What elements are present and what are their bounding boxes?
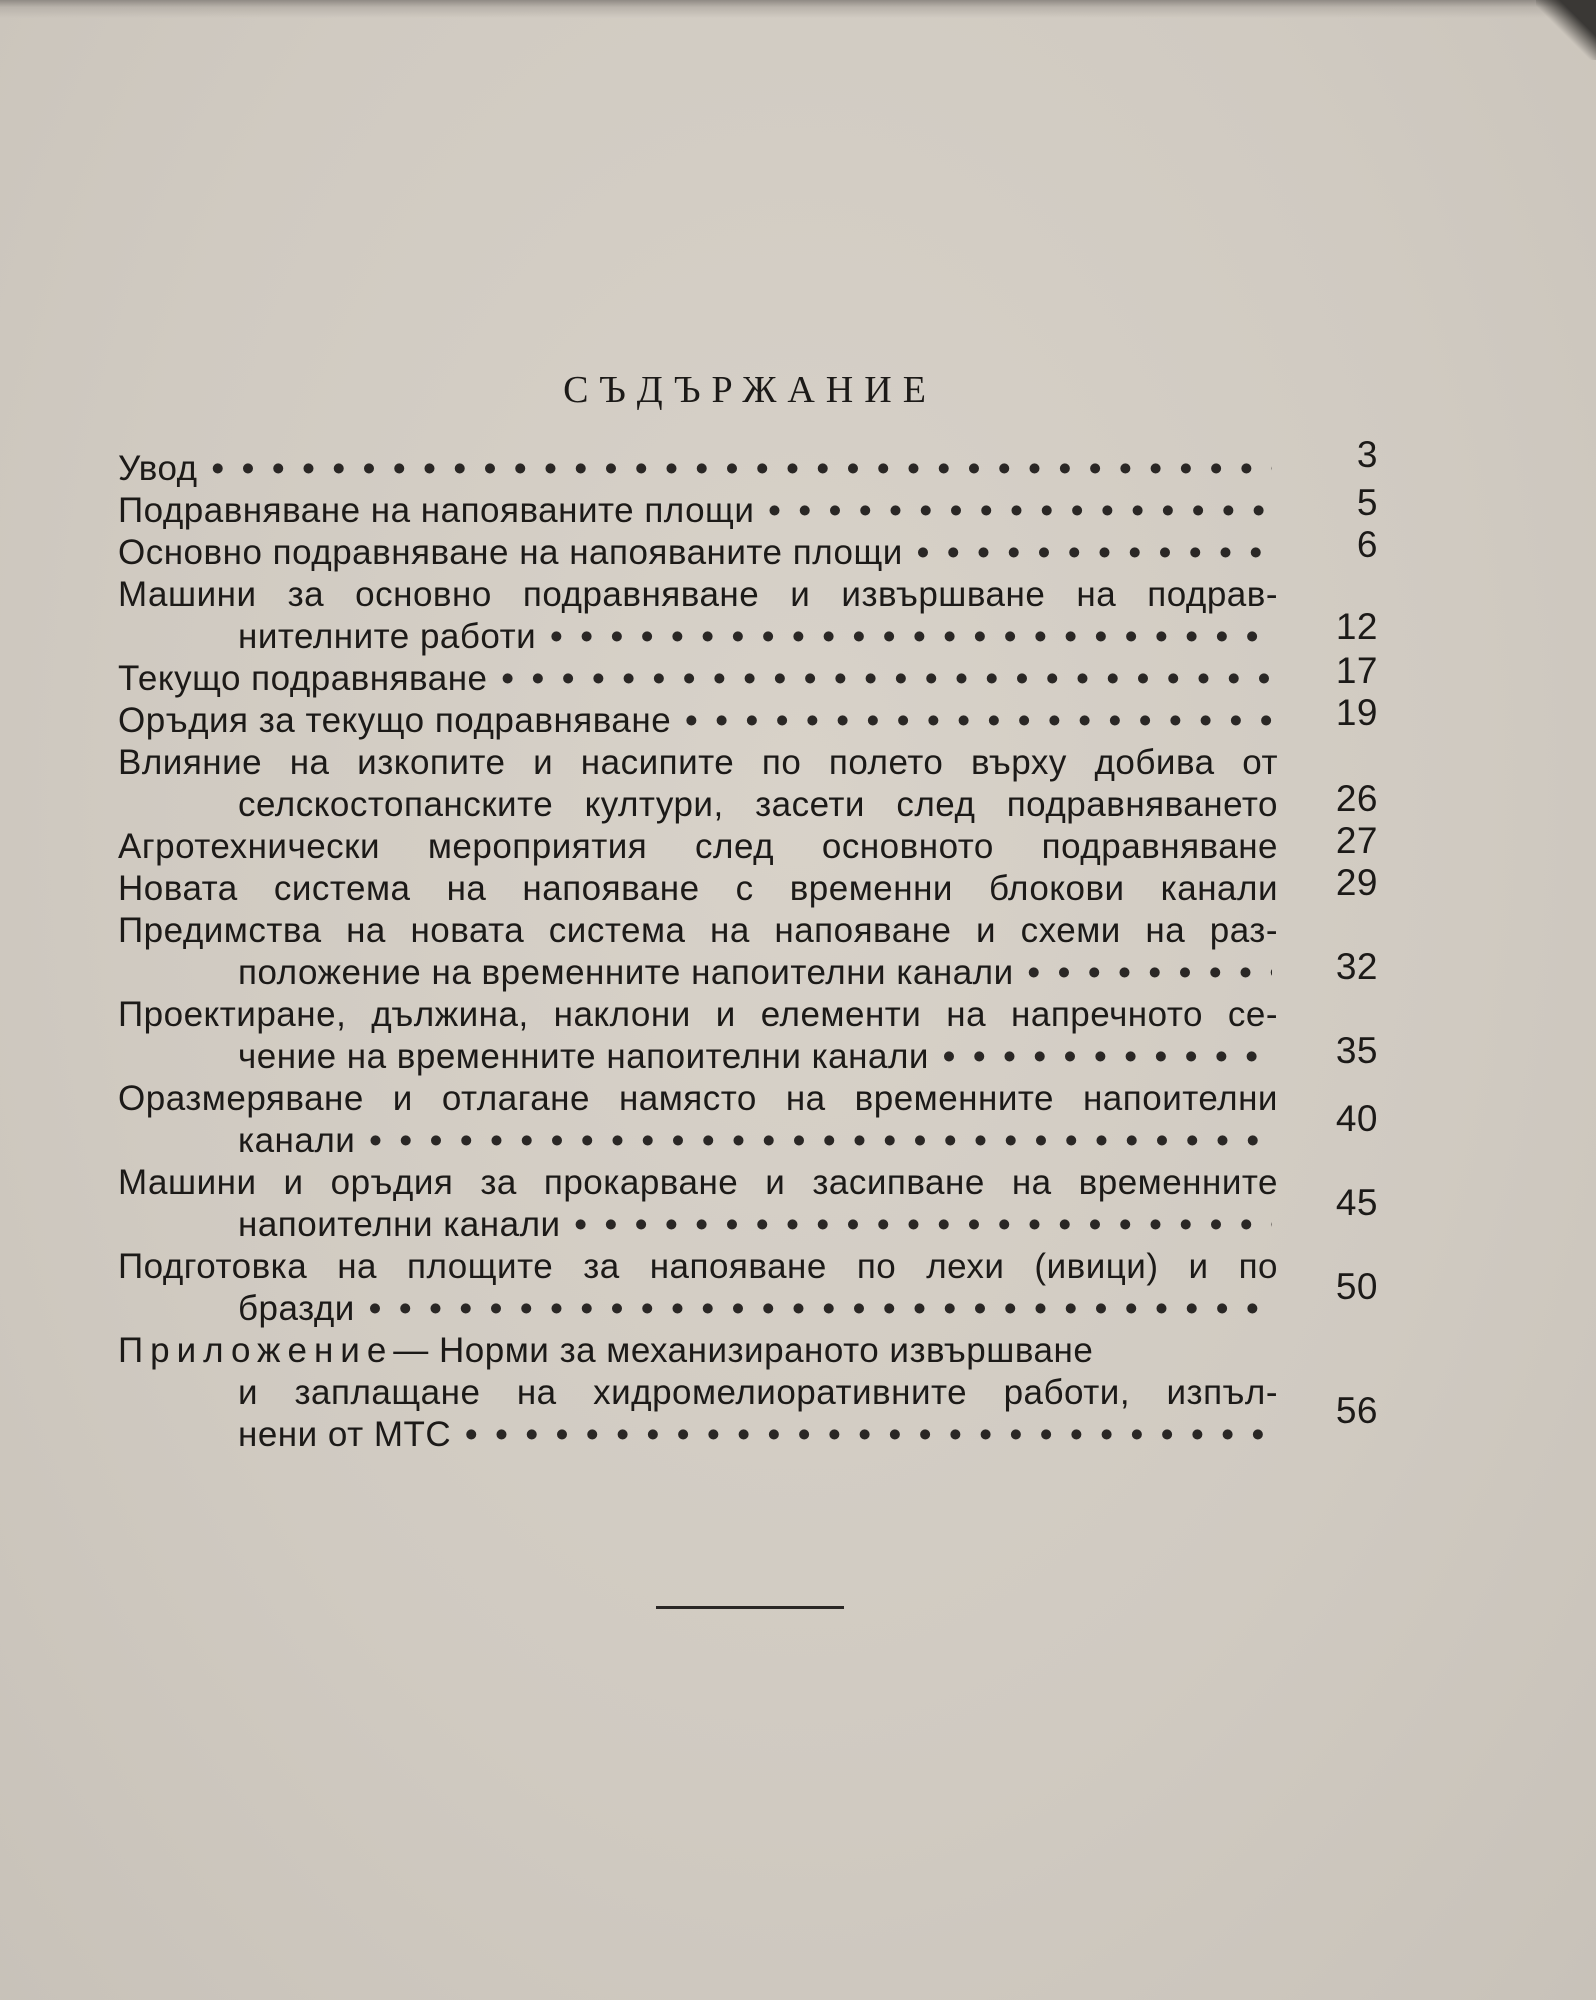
toc-entry xyxy=(118,650,1378,700)
leader-dots xyxy=(369,1120,1272,1162)
page-top-edge xyxy=(0,0,1596,18)
toc-entry-text-continued: чение на временните напоителни канали xyxy=(238,1037,929,1076)
leader-dots xyxy=(502,658,1272,700)
toc-page-number: 45 xyxy=(1335,1182,1378,1223)
toc-entry-text: Подготовка на площите за напояване по лехи (ивици) и по xyxy=(118,1247,1278,1286)
toc-entry-text: Влияние на изкопите и насипите по полето върху добива от xyxy=(118,743,1278,782)
toc-entry-text: Основно подравняване на напояваните площи xyxy=(118,533,903,572)
leader-dots xyxy=(369,1288,1272,1330)
leader-dots xyxy=(575,1204,1272,1246)
toc-entry xyxy=(118,994,1378,1078)
toc-entry xyxy=(118,1330,1378,1456)
leader-dots xyxy=(768,490,1272,532)
toc-entry-text-continued: нени от МТС xyxy=(238,1415,452,1454)
toc-entry-text: Оразмеряване и отлагане намясто на временните напоителни xyxy=(118,1079,1278,1118)
toc-entry-text-continued: положение на временните напоителни канали xyxy=(238,953,1014,992)
appendix-label: Приложение xyxy=(118,1331,394,1370)
toc-entry-text: — Норми за механизираното извършване xyxy=(393,1331,1094,1370)
end-rule xyxy=(656,1606,844,1609)
toc-page-number: 50 xyxy=(1335,1266,1378,1307)
toc-page-number: 29 xyxy=(1335,862,1378,903)
toc-entry-text: Проектиране, дължина, наклони и елементи на напречното се- xyxy=(118,995,1278,1034)
toc-entry xyxy=(118,692,1378,742)
toc-entry xyxy=(118,910,1378,994)
toc-entry-text-continued: и заплащане на хидромелиоративните работи, изпъл- xyxy=(238,1373,1278,1412)
toc-entry xyxy=(118,1162,1378,1246)
toc-entry xyxy=(118,1246,1378,1330)
toc-entry xyxy=(118,434,1378,490)
leader-dots xyxy=(943,1036,1272,1078)
toc-entry-text: Машини и оръдия за прокарване и засипване на временните xyxy=(118,1163,1278,1202)
leader-dots xyxy=(1028,952,1272,994)
toc-entry xyxy=(118,482,1378,532)
toc-page-number: 40 xyxy=(1335,1098,1378,1139)
toc-page-number: 6 xyxy=(1356,524,1378,565)
toc-entry-text: Текущо подравняване xyxy=(118,659,488,698)
toc-entry-text: Предимства на новата система на напояване и схеми на раз- xyxy=(118,911,1278,950)
toc-page-number: 27 xyxy=(1335,820,1378,861)
page-corner-shadow xyxy=(1536,0,1596,60)
table-of-contents xyxy=(118,434,1378,1456)
leader-dots xyxy=(212,448,1272,490)
toc-page-number: 3 xyxy=(1356,434,1378,475)
toc-entry-text-continued: напоителни канали xyxy=(238,1205,561,1244)
toc-page-number: 32 xyxy=(1335,946,1378,987)
toc-page-number: 17 xyxy=(1335,650,1378,691)
page-title: СЪДЪРЖАНИЕ xyxy=(563,369,937,411)
leader-dots xyxy=(685,700,1272,742)
toc-entry xyxy=(118,742,1378,826)
toc-page-number: 56 xyxy=(1335,1390,1378,1431)
toc-entry-text: Оръдия за текущо подравняване xyxy=(118,701,672,740)
toc-entry-text: Машини за основно подравняване и извършване на подрав- xyxy=(118,575,1278,614)
toc-entry-text-continued: нителните работи xyxy=(238,617,537,656)
toc-entry-text: Увод xyxy=(118,449,198,488)
toc-page-number: 26 xyxy=(1335,778,1378,819)
toc-entry-text: Новата система на напояване с временни блокови канали xyxy=(118,869,1278,908)
toc-page-number: 19 xyxy=(1335,692,1378,733)
toc-entry-text-continued: селскостопанските култури, засети след подравняването xyxy=(238,785,1278,824)
toc-entry-text-continued: бразди xyxy=(238,1289,355,1328)
leader-dots xyxy=(550,616,1272,658)
toc-page-number: 12 xyxy=(1335,606,1378,647)
toc-entry-text: Подравняване на напояваните площи xyxy=(118,491,755,530)
toc-entry xyxy=(118,1078,1378,1162)
toc-entry-text: Агротехнически мероприятия след основното подравняване xyxy=(118,827,1278,866)
toc-page-number: 5 xyxy=(1356,482,1378,523)
toc-entry xyxy=(118,524,1378,574)
leader-dots xyxy=(465,1414,1272,1456)
toc-entry-text-continued: канали xyxy=(238,1121,356,1160)
toc-entry xyxy=(118,574,1378,658)
toc-entry xyxy=(118,862,1378,910)
toc-page-number: 35 xyxy=(1335,1030,1378,1071)
toc-entry xyxy=(118,820,1378,868)
leader-dots xyxy=(917,532,1272,574)
